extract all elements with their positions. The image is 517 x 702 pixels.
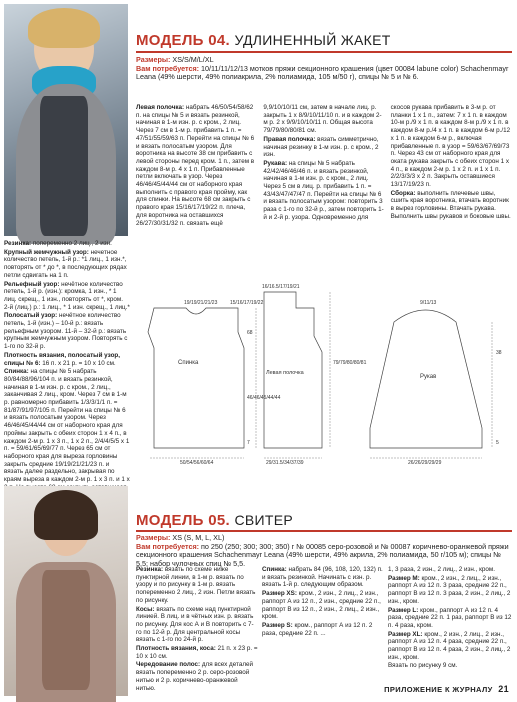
sleeve-height-label: 38 [496,350,502,356]
model4-title [136,32,391,49]
model4-col2 [136,104,512,276]
model5-sizes-label: Размеры: [136,533,171,542]
m5c3-p0: 1, 3 раза, 2 изн., 2 лиц., 2 изн., кром. [388,566,495,573]
model4-materials-label: Вам потребуется: [136,63,200,73]
sleeve-name: Рукав [420,374,437,380]
model4-diagrams [136,278,512,478]
model4-sizes-label: Размеры: [136,55,171,64]
model5-sizes: XS (S, M, L, XL) [172,533,225,542]
m5c2-p2: Размер S: кром., раппорт А из 12 п. 2 раза, средние 22 п. ... [262,621,373,637]
model5-materials: по 250 (250; 300; 300; 350) г № 00085 серо-розовой и № 00087 коричнево-оранжевой пряжи секционного крашения Schachenmayr Leana (49% шерсти, 49% акрила, 2% полиамида, 50 г/105 м); спицы № 5,5; набор чулочных спиц № 5,5. [136,541,509,568]
m4c2-p0: Левая полочка: набрать 46/50/54/58/62 п. на спицы № 5 и вязать резинкой, начиная в 1-м изн. р. с кром., 2 лиц. Через 7 см в 1-м р. прибавить 1 п. = 47/51/55/59/63 п. Перейти на спицы № 6 и вязать полосатым узором. Для воротника на высоте 38 см прибавить с левой стороны перед кром. 1 п., затем в каждом 8-м р. 4 х 1 п. Прибавленные петли включать в узор. Через 46/46/45/44/44 см от наборного края выполнить с правого края пройму, как для спинки. На высоте 68 см закрыть с правого края 15/16/17/19/22 п. плеча, для воротника на оставшихся 26/27/30/31/32 п. связать ещё 9,9/10/10/11 см, затем в начале лиц. р. закрыть 1 х 8/9/10/11/10 п. и в каждом 2-м р. 2 х 9/9/10/10/11 п. Общая высота 79/79/80/80/81 см. [136,104,382,227]
model5-materials-label: Вам потребуется: [136,541,200,551]
m4c1-p3: Полосатый узор: нечётное количество петель, 1-й (изн.) – 10-й р.: вязать рельефным узором. 11-й – 32-й р.: вязать крупным жемчужным узором. Повторять с 1-го по 32-й р. [4,312,128,351]
m5c1-p1: Косы: вязать по схеме над пунктирной линией. В лиц. и в чётных изн. р. вязать по рисунку. Для кос А и В повторить с 7-го по 12-й р. Для центральной косы вязать с 1-го по 24-й р. [136,605,254,644]
m5c3-p1: Размер М: кром., 2 изн., 2 лиц., 2 изн., раппорт А из 12 п. 3 раза, средние 22 п., раппорт В из 12 п. 3 раза, 2 изн., 2 лиц., 2 изн., кром. [388,574,511,605]
m5c2-p1: Размер XS: кром., 2 изн., 2 лиц., 2 изн., раппорт А из 12 п., 2 изн., средние 22 п., раппорт В из 12 п., 2 изн., 2 лиц., 2 изн., кром. [262,590,381,621]
m4c1-p1: Крупный жемчужный узор: нечетное количество петель, 1-й р.: *1 лиц., 1 изн.*, повторять от * до *, в последующих рядах петли сдвигать на 1 п. [4,248,127,279]
m5c2-p0: Спинка: набрать 84 (96, 108, 120, 132) п. и вязать резинкой. Начинать с изн. р. вязать 1-й р. следующим образом. [262,566,383,589]
m5c1-p2: Плотность вязания, коса: 21 п. х 23 р. = 10 х 10 см. [136,645,258,660]
sleeve-top-label: 9/11/13 [420,300,437,306]
model4-photo [4,4,128,236]
model5-title-rule [136,530,512,532]
front-height-label: 79/79/80/80/81 [333,360,367,366]
model4-title-number: МОДЕЛЬ 04. [136,32,230,49]
sleeve-width-label: 26/26/29/29/29 [408,460,442,466]
model4-materials: 10/11/11/12/13 мотков пряжи секционного крашения (цвет 00084 labune color) Schachenmayr Leana (49% шерсти, 49% полиакрила, 2% полиамида, 105 м/50 г), спицы № 5 и № 6. [136,63,509,82]
front-width-label: 29/31.5/34/37/39 [266,460,304,466]
front-name: Левая полочка [266,370,304,376]
model5-col3 [388,566,512,680]
model5-col1 [136,566,258,692]
m5c3-p4: Вязать по рисунку 9 см. [388,662,458,670]
model4-sizes: XS/S/M/L/XL [172,55,214,64]
model4-lead [136,56,512,82]
m4c1-p2: Рельефный узор: нечётное количество петель, 1-й р. (изн.): кромка, 1 изн., * 1 лиц. скрещ., 1 изн., повторять от *, кром. 2-й (лиц.) р.: 1 лиц., * 1 изн. скрещ., 1 лиц.* [4,280,130,311]
footer-label: ПРИЛОЖЕНИЕ К ЖУРНАЛУ [384,685,493,694]
m4c1-p0: Резинка: попеременно 2 лиц., 2 изн. [4,240,112,247]
model5-lead [136,534,512,568]
m4c2-p1: Правая полочка: вязать симметрично, начиная резинку в 1-м изн. р. с кром., 2 изн. [263,135,379,159]
back-width-label: 50/54/56/60/64 [180,460,214,466]
model4-title-rule [136,51,512,53]
model4-col1 [4,240,130,484]
model4-title-name: УДЛИНЕННЫЙ ЖАКЕТ [234,32,391,48]
page-footer [384,684,509,694]
m4c1-p5: Спинка: на спицы № 5 набрать 80/84/88/96/104 п. и вязать резинкой, начиная в 1-м изн. р. с кром., 2 лиц., заканчивая 2 лиц., кром. Через 7 см в 1-м р. равномерно прибавить 1/3/3/1/1 п. = 81/87/91/97/105 п. Перейти на спицы № 6 и вязать полосатым узором. Через 46/46/45/44/44 см от наборного края для проймы закрыть с обеих сторон 1 х 4 п., в каждом 2-м р. 1 х 3 п., 1 х 2 п., 2/4/4/5/5 х 1 п. = 59/61/65/69/77 п. Через 65 см от наборного края для выреза горловины закрыть средние 19/19/21/21/23 п. и вязать далее раздельно, закрывая по краям выреза в каждом 2-м р. 1 х 3 п. и 1 х [4,368,130,484]
sleeve-rib-label: 5 [496,440,499,446]
back-outline [148,308,244,448]
model5-col2 [262,566,384,684]
rib-height-label: 7 [247,440,250,446]
back-height-label: 68 [247,330,253,336]
m4c2-p3: Сборка: выполнить плечевые швы, сшить края воротника, втачать воротник в вырез горловины. Втачать рукава. Выполнить швы рукавов и боковые швы. [390,189,511,220]
m5c1-p0: Резинка: вязать по схеме ниже пунктирной линии, в 1-м р. вязать по узору и по рисунку в 1-м р. вязать попеременно 2 лиц., 2 изн. Петли вязать по рисунку. [136,566,256,604]
m5c3-p3: Размер XL: кром., 2 изн., 2 лиц., 2 изн., раппорт А из 12 п. 4 раза, средние 22 п., раппорт В из 12 п. 4 раза, 2 изн., 2 лиц., 2 изн., кром. [388,630,511,661]
back-shoulder-label: 15/16/17/19/22 [230,300,264,306]
m5c1-p3: Чередование полос: для всех деталей вязать попеременно 2 р. серо-розовой нитью и 2 р. коричнево-оранжевой нитью. [136,661,254,692]
page-number: 21 [498,684,509,694]
model5-title-number: МОДЕЛЬ 05. [136,512,230,529]
model5-title-name: СВИТЕР [234,512,293,528]
back-top-label: 19/19/21/21/23 [184,300,218,306]
m4c1-p4: Плотность вязания, полосатый узор, спицы № 6: 16 п. х 21 р. = 10 х 10 см. [4,351,121,367]
model5-title [136,512,293,529]
m5c3-p2: Размер L: кром., раппорт А из 12 п. 4 раза, средние 22 п. 1 раз, раппорт В из 12 п. 4 раза, кром. [388,606,512,629]
m4c2-p2: Рукава: на спицы № 5 набрать 42/42/46/46/46 п. и вязать резинкой, начиная в 1-м изн. р. с кром., 2 лиц. Через 5 см в лиц. р. прибавить 1 п. = 43/43/47/47/47 п. Перейти на спицы № 6 и вязать полосатым узором: повторить 3 раза с 1-го по 32-й р., затем повторить 1-й и 2-й р. узора. Одновременно для скосов рукава прибавить в 3-м р. от планки 1 х 1 п., затем: 7 х 1 п. в каждом 10-м р./9 х 1 п. в каждом 8-м р./9 х 1 п. в каждом 8-м р./4 х 1 п. в каждом 6-м р./12 х 1 п. в каждом 6-м р., включая прибавленные п. в узор = 59/63/67/69/73 п. Через 43 см от наборного края для оката рукава закрыть с обеих сторон 1 х 4 п., в каждом 2-м р. 1 х 2 п. и 1 х 1 п. 2/2/3/3/3 х 2 п. Закрыть оставшиеся 13/17/19/23 п. [263,104,511,221]
back-name: Спинка [178,360,199,366]
front-top-label: 16/16.5/17/19/21 [262,284,300,290]
model5-photo [4,486,128,696]
back-lower-label: 46/46/45/44/44 [247,395,281,401]
